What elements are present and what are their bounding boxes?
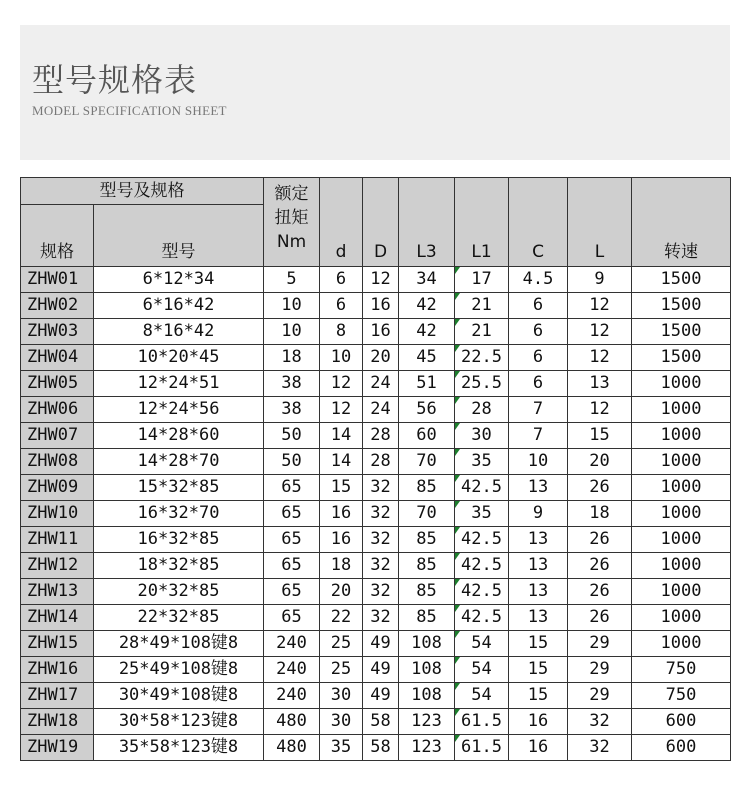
cell-L3: 108 [399, 631, 455, 657]
header-L1: L1 [455, 178, 509, 267]
cell-d: 35 [320, 735, 363, 761]
cell-L3: 108 [399, 683, 455, 709]
cell-L1: 42.5 [455, 553, 509, 579]
table-row [21, 475, 731, 501]
cell-model: 8*16*42 [94, 319, 264, 345]
cell-spec: ZHW19 [21, 735, 94, 761]
header-d: d [320, 178, 363, 267]
cell-D: 32 [363, 605, 399, 631]
cell-C: 13 [509, 605, 568, 631]
cell-C: 6 [509, 319, 568, 345]
cell-L3: 85 [399, 553, 455, 579]
cell-D: 28 [363, 449, 399, 475]
cell-torque: 50 [264, 449, 320, 475]
cell-L3: 42 [399, 319, 455, 345]
cell-L3: 70 [399, 449, 455, 475]
cell-model: 35*58*123键8 [94, 735, 264, 761]
cell-L3: 34 [399, 267, 455, 293]
cell-C: 16 [509, 709, 568, 735]
cell-L: 26 [568, 527, 632, 553]
cell-D: 58 [363, 735, 399, 761]
cell-model: 12*24*51 [94, 371, 264, 397]
cell-model: 30*49*108键8 [94, 683, 264, 709]
cell-D: 49 [363, 631, 399, 657]
cell-L1: 42.5 [455, 579, 509, 605]
cell-L1: 28 [455, 397, 509, 423]
cell-L1: 30 [455, 423, 509, 449]
cell-D: 49 [363, 657, 399, 683]
cell-model: 16*32*70 [94, 501, 264, 527]
cell-torque: 10 [264, 293, 320, 319]
cell-C: 15 [509, 683, 568, 709]
cell-L: 26 [568, 579, 632, 605]
table-body [21, 267, 731, 761]
table-row [21, 527, 731, 553]
table-row [21, 397, 731, 423]
cell-d: 25 [320, 657, 363, 683]
cell-speed: 600 [632, 709, 731, 735]
cell-L3: 51 [399, 371, 455, 397]
cell-model: 28*49*108键8 [94, 631, 264, 657]
cell-spec: ZHW02 [21, 293, 94, 319]
cell-model: 22*32*85 [94, 605, 264, 631]
cell-model: 25*49*108键8 [94, 657, 264, 683]
cell-L: 32 [568, 709, 632, 735]
table-row [21, 423, 731, 449]
table-row [21, 579, 731, 605]
cell-L: 26 [568, 475, 632, 501]
cell-model: 12*24*56 [94, 397, 264, 423]
cell-C: 15 [509, 631, 568, 657]
cell-L1: 54 [455, 683, 509, 709]
cell-D: 24 [363, 397, 399, 423]
cell-L: 32 [568, 735, 632, 761]
cell-spec: ZHW16 [21, 657, 94, 683]
cell-L3: 45 [399, 345, 455, 371]
header-speed: 转速 [632, 178, 731, 267]
cell-speed: 1000 [632, 449, 731, 475]
cell-spec: ZHW10 [21, 501, 94, 527]
cell-L1: 42.5 [455, 527, 509, 553]
cell-C: 15 [509, 657, 568, 683]
cell-L1: 17 [455, 267, 509, 293]
cell-torque: 240 [264, 657, 320, 683]
cell-torque: 240 [264, 683, 320, 709]
page-subtitle: MODEL SPECIFICATION SHEET [32, 103, 227, 118]
cell-L: 12 [568, 397, 632, 423]
cell-spec: ZHW05 [21, 371, 94, 397]
cell-L3: 123 [399, 735, 455, 761]
cell-d: 16 [320, 527, 363, 553]
cell-d: 22 [320, 605, 363, 631]
cell-speed: 1500 [632, 319, 731, 345]
cell-d: 12 [320, 371, 363, 397]
cell-L: 9 [568, 267, 632, 293]
cell-spec: ZHW12 [21, 553, 94, 579]
cell-torque: 65 [264, 475, 320, 501]
header-spec: 规格 [21, 205, 94, 267]
cell-speed: 600 [632, 735, 731, 761]
cell-torque: 480 [264, 735, 320, 761]
cell-L1: 21 [455, 319, 509, 345]
cell-model: 18*32*85 [94, 553, 264, 579]
cell-C: 6 [509, 371, 568, 397]
cell-d: 20 [320, 579, 363, 605]
cell-speed: 1000 [632, 371, 731, 397]
table-row [21, 605, 731, 631]
cell-torque: 480 [264, 709, 320, 735]
cell-D: 16 [363, 293, 399, 319]
table-row [21, 553, 731, 579]
cell-L1: 54 [455, 631, 509, 657]
cell-C: 13 [509, 553, 568, 579]
cell-torque: 18 [264, 345, 320, 371]
cell-torque: 65 [264, 605, 320, 631]
cell-L3: 85 [399, 527, 455, 553]
cell-D: 12 [363, 267, 399, 293]
cell-L3: 70 [399, 501, 455, 527]
cell-C: 6 [509, 345, 568, 371]
cell-L3: 108 [399, 657, 455, 683]
cell-L: 15 [568, 423, 632, 449]
cell-speed: 1500 [632, 267, 731, 293]
cell-d: 6 [320, 293, 363, 319]
header-C: C [509, 178, 568, 267]
cell-torque: 38 [264, 397, 320, 423]
cell-C: 16 [509, 735, 568, 761]
cell-spec: ZHW06 [21, 397, 94, 423]
page-title: 型号规格表 [32, 61, 198, 99]
header-model: 型号 [94, 205, 264, 267]
cell-D: 49 [363, 683, 399, 709]
cell-spec: ZHW03 [21, 319, 94, 345]
cell-L: 26 [568, 553, 632, 579]
cell-model: 14*28*70 [94, 449, 264, 475]
table-row [21, 501, 731, 527]
cell-D: 32 [363, 553, 399, 579]
cell-d: 30 [320, 683, 363, 709]
cell-model: 30*58*123键8 [94, 709, 264, 735]
cell-spec: ZHW13 [21, 579, 94, 605]
cell-speed: 1000 [632, 501, 731, 527]
cell-speed: 1000 [632, 605, 731, 631]
cell-d: 10 [320, 345, 363, 371]
cell-C: 13 [509, 579, 568, 605]
cell-torque: 65 [264, 553, 320, 579]
cell-spec: ZHW04 [21, 345, 94, 371]
cell-torque: 240 [264, 631, 320, 657]
cell-D: 24 [363, 371, 399, 397]
cell-torque: 65 [264, 501, 320, 527]
cell-torque: 38 [264, 371, 320, 397]
cell-L: 29 [568, 683, 632, 709]
table-row [21, 267, 731, 293]
header-D: D [363, 178, 399, 267]
cell-speed: 750 [632, 683, 731, 709]
cell-model: 15*32*85 [94, 475, 264, 501]
table-row [21, 709, 731, 735]
cell-C: 10 [509, 449, 568, 475]
cell-C: 7 [509, 423, 568, 449]
cell-model: 14*28*60 [94, 423, 264, 449]
cell-L: 12 [568, 345, 632, 371]
cell-spec: ZHW17 [21, 683, 94, 709]
cell-D: 32 [363, 579, 399, 605]
cell-L1: 42.5 [455, 605, 509, 631]
cell-C: 4.5 [509, 267, 568, 293]
cell-torque: 65 [264, 579, 320, 605]
cell-L1: 61.5 [455, 735, 509, 761]
cell-C: 13 [509, 527, 568, 553]
header-torque-line1: 额定 [274, 184, 309, 204]
cell-L1: 54 [455, 657, 509, 683]
cell-L3: 123 [399, 709, 455, 735]
cell-speed: 1500 [632, 345, 731, 371]
cell-D: 32 [363, 501, 399, 527]
table-row [21, 449, 731, 475]
cell-C: 6 [509, 293, 568, 319]
cell-C: 13 [509, 475, 568, 501]
cell-D: 32 [363, 527, 399, 553]
cell-D: 32 [363, 475, 399, 501]
cell-d: 12 [320, 397, 363, 423]
cell-L1: 22.5 [455, 345, 509, 371]
cell-spec: ZHW07 [21, 423, 94, 449]
cell-D: 20 [363, 345, 399, 371]
cell-D: 28 [363, 423, 399, 449]
cell-L1: 35 [455, 449, 509, 475]
cell-model: 6*16*42 [94, 293, 264, 319]
cell-L: 13 [568, 371, 632, 397]
cell-L3: 85 [399, 475, 455, 501]
cell-C: 7 [509, 397, 568, 423]
cell-spec: ZHW18 [21, 709, 94, 735]
cell-D: 58 [363, 709, 399, 735]
cell-speed: 1000 [632, 397, 731, 423]
cell-C: 9 [509, 501, 568, 527]
cell-spec: ZHW08 [21, 449, 94, 475]
cell-d: 16 [320, 501, 363, 527]
cell-spec: ZHW15 [21, 631, 94, 657]
cell-d: 6 [320, 267, 363, 293]
cell-L3: 85 [399, 605, 455, 631]
group-header-model-spec: 型号及规格 [21, 178, 264, 205]
table-row [21, 345, 731, 371]
cell-d: 14 [320, 423, 363, 449]
header-banner [20, 25, 730, 160]
cell-speed: 1000 [632, 475, 731, 501]
cell-spec: ZHW09 [21, 475, 94, 501]
cell-model: 20*32*85 [94, 579, 264, 605]
table-row [21, 319, 731, 345]
table-row [21, 657, 731, 683]
cell-L1: 25.5 [455, 371, 509, 397]
cell-d: 15 [320, 475, 363, 501]
cell-speed: 1000 [632, 553, 731, 579]
cell-d: 8 [320, 319, 363, 345]
cell-speed: 1000 [632, 631, 731, 657]
cell-L3: 42 [399, 293, 455, 319]
cell-torque: 10 [264, 319, 320, 345]
cell-torque: 65 [264, 527, 320, 553]
cell-L: 26 [568, 605, 632, 631]
cell-d: 14 [320, 449, 363, 475]
cell-speed: 1000 [632, 423, 731, 449]
header-torque [264, 178, 320, 267]
cell-speed: 1000 [632, 527, 731, 553]
header-torque-unit: Nm [276, 232, 307, 252]
cell-model: 10*20*45 [94, 345, 264, 371]
cell-L: 29 [568, 631, 632, 657]
cell-L: 20 [568, 449, 632, 475]
cell-speed: 750 [632, 657, 731, 683]
table-row [21, 371, 731, 397]
cell-L1: 35 [455, 501, 509, 527]
cell-d: 18 [320, 553, 363, 579]
cell-spec: ZHW14 [21, 605, 94, 631]
table-row [21, 683, 731, 709]
cell-torque: 5 [264, 267, 320, 293]
cell-speed: 1000 [632, 579, 731, 605]
cell-model: 6*12*34 [94, 267, 264, 293]
table-row [21, 735, 731, 761]
cell-L: 18 [568, 501, 632, 527]
cell-L3: 60 [399, 423, 455, 449]
header-L: L [568, 178, 632, 267]
cell-torque: 50 [264, 423, 320, 449]
cell-d: 30 [320, 709, 363, 735]
cell-d: 25 [320, 631, 363, 657]
header-torque-line2: 扭矩 [274, 208, 309, 228]
cell-spec: ZHW11 [21, 527, 94, 553]
cell-model: 16*32*85 [94, 527, 264, 553]
cell-L: 12 [568, 319, 632, 345]
cell-L1: 42.5 [455, 475, 509, 501]
cell-L1: 21 [455, 293, 509, 319]
header-L3: L3 [399, 178, 455, 267]
table-row [21, 631, 731, 657]
cell-L: 12 [568, 293, 632, 319]
cell-D: 16 [363, 319, 399, 345]
cell-L1: 61.5 [455, 709, 509, 735]
table-row [21, 293, 731, 319]
cell-spec: ZHW01 [21, 267, 94, 293]
cell-L3: 56 [399, 397, 455, 423]
cell-L: 29 [568, 657, 632, 683]
spec-table [20, 177, 731, 761]
cell-speed: 1500 [632, 293, 731, 319]
cell-L3: 85 [399, 579, 455, 605]
